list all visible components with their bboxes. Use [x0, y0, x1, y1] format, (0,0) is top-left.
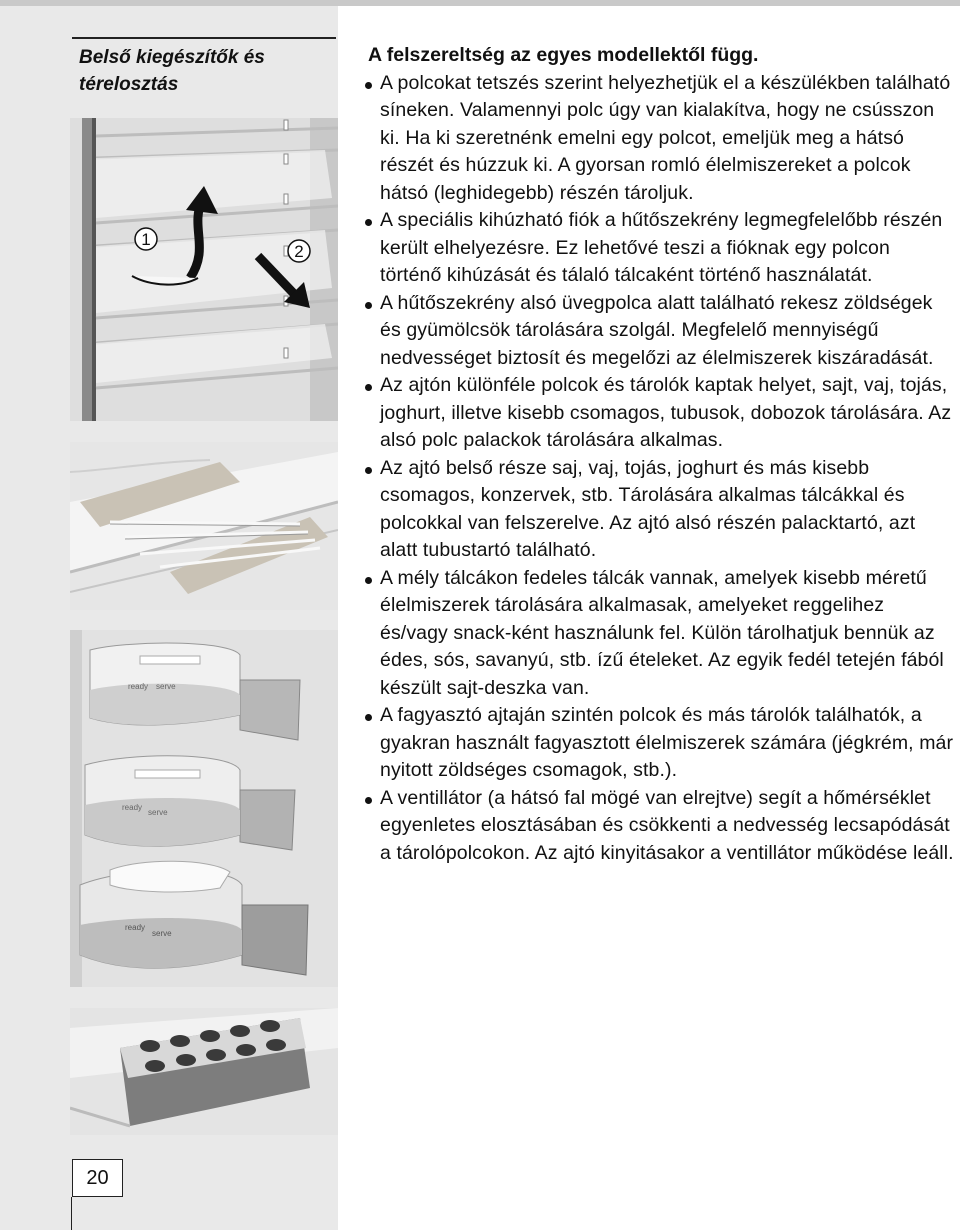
section-rule: [72, 37, 336, 39]
tray-label-ready-1: ready: [128, 682, 149, 691]
bullet-text: A hűtőszekrény alsó üvegpolca alatt található rekesz zöldségek és gyümölcsök tárolására szolgál. Megfelelő mennyiségű nedvességet biztosít és megelőzi az élelmiszerek kiszáradását.: [380, 291, 934, 369]
bullet-text: A speciális kihúzható fiók a hűtőszekrény legmegfelelőbb részén került elhelyezésre. Ez lehetővé teszi a fióknak egy polcon történő kihúzását és tálaló tálcaként történő használatát.: [380, 209, 943, 286]
bullet-text: A ventillátor (a hátsó fal mögé van elrejtve) segít a hőmérséklet egyenletes elosztásában és csökkenti a nedvesség lecsapódását a tárolópolcokon. Az ajtó kinyitásakor a ventillátor működése leáll.: [380, 786, 954, 864]
bullet-item: [365, 455, 955, 565]
bullet-icon: [365, 714, 372, 721]
tray-label-serve-1: serve: [156, 682, 176, 691]
tray-label-ready-3: ready: [125, 923, 146, 932]
bullet-item: [365, 207, 955, 290]
bullet-icon: [365, 384, 372, 391]
tray-label-ready-2: ready: [122, 803, 143, 812]
callout-1: 1: [141, 230, 151, 249]
bullet-text: A mély tálcákon fedeles tálcák vannak, amelyek kisebb méretű élelmiszerek tárolására alkalmasak, amelyeket reggelihez és/vagy snack-ként használunk fel. Külön tárolhatjuk bennük az édes, sós, savanyú, stb. ízű ételeket. Az egyik fedél tetején fából készült sajt-deszka van.: [380, 566, 944, 699]
bullet-text: Az ajtón különféle polcok és tárolók kaptak helyet, sajt, vaj, tojás, joghurt, illetve kisebb csomagos, tubusok, dobozok tárolására. Az alsó polc palackok tárolására alkalmas.: [380, 374, 952, 451]
bullet-item: [365, 290, 955, 373]
bullet-icon: [365, 219, 372, 226]
bullet-list: [365, 70, 955, 868]
bullet-item: [365, 785, 955, 868]
bullet-item: [365, 702, 955, 785]
bullet-text: A fagyasztó ajtaján szintén polcok és más tárolók találhatók, a gyakran használt fagyasztott élelmiszerek számára (jégkrém, már nyitott zöldséges csomagok, stb.).: [380, 704, 954, 781]
callout-2: 2: [294, 242, 304, 261]
tray-label-serve-2: serve: [148, 808, 168, 817]
tray-label-serve-3: serve: [152, 929, 172, 938]
page-number: 20: [72, 1159, 123, 1197]
bullet-text: A polcokat tetszés szerint helyezhetjük el a készülékben található síneken. Valamennyi polc úgy van kialakítva, hogy ne csússzon ki. Ha ki szeretnénk emelni egy polcot, emeljük meg a hátsó részét és húzzuk ki. A gyorsan romló élelmiszereket a polcok hátsó (leghidegebb) részén tároljuk.: [380, 71, 951, 204]
pullout-tray-photo: [70, 442, 338, 610]
bullet-text: Az ajtó belső része saj, vaj, tojás, joghurt és más kisebb csomagos, konzervek, stb. Tárolására alkalmas tálcákkal és polcokkal van felszerelve. Az ajtó alsó részén palacktartó, azt alatt tubustartó található.: [380, 456, 916, 561]
bullet-icon: [365, 577, 372, 584]
main-content: [365, 42, 955, 867]
bullet-icon: [365, 82, 372, 89]
bullet-icon: [365, 302, 372, 309]
bullet-icon: [365, 797, 372, 804]
intro-text: A felszereltség az egyes modellektől függ.: [368, 44, 759, 66]
egg-holder-photo: [70, 1008, 338, 1135]
bullet-item: [365, 565, 955, 703]
bullet-item: [365, 372, 955, 455]
section-title: Belső kiegészítők és térelosztás: [79, 47, 265, 95]
bullet-item: [365, 70, 955, 208]
shelf-removal-photo: [70, 118, 338, 421]
door-trays-photo: [70, 630, 338, 987]
page-number-rule: [71, 1197, 72, 1230]
bullet-icon: [365, 467, 372, 474]
